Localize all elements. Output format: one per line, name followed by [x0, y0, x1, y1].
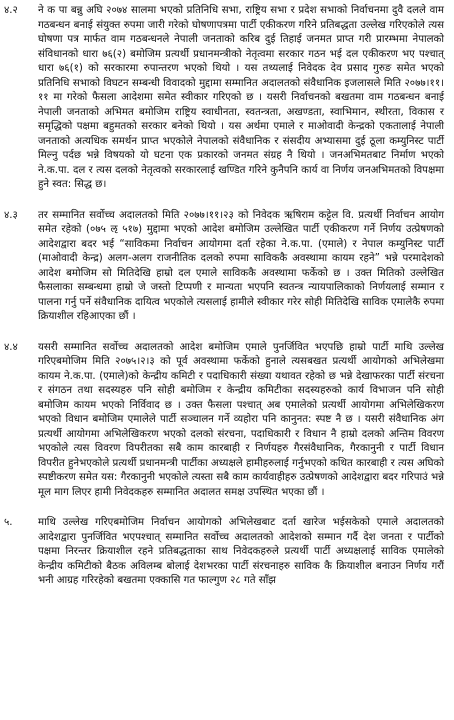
paragraph-4-2: [2, 4, 444, 193]
paragraph-number: ५.: [4, 517, 13, 528]
paragraph-text: यसरी सम्मानित सर्वोच्च अदालतको आदेश बमोजिम एमाले पुनर्जिवित भएपछि हाम्रो पार्टी माथि उल्लेख गरिएबमोजिम मिति २०७५।२।३ को पूर्व अवस्थामा फर्केको हुनाले त्यसबखत प्रत्यर्थी आयोगको अभिलेखमा कायम ने.क.पा. (एमाले)को केन्द्रीय कमिटी र पदाधिकारी संख्या यथावत रहेको छ भन्ने देखाफरका पार्टी संरचना र संगठन तथा सदस्यहरु पनि सोही बमोजिम र केन्द्रीय कमिटीका सदस्यहरुको कार्य विभाजन पनि सोही बमोजिम कायम भएको निर्विवाद छ । उक्त फैसला पश्चात् अब एमालेको प्रत्यर्थी आयोगमा अभिलेखिकरण भएको विधान बमोजिम एमालेले पार्टी सञ्चालन गर्ने व्यहोरा पनि कानुनत: स्पष्ट नै छ । यसरी संवैधानिक अंग प्रत्यर्थी आयोगमा अभिलेखिकरण भएको दलको संरचना, पदाधिकारी र विधान नै हाम्रो दलको अन्तिम विवरण भएकोले त्यस विवरण विपरीतका सबै काम कारबाही र निर्णयहरु गैरसंवैधानिक, गैरकानुनी र पार्टी विधान विपरीत हुनेभएकोले प्रत्यर्थी प्रधानमन्त्री पार्टीका अध्यक्षले हामीहरुलाई गर्नुभएको कथित कारबाही र त्यस अघिको स्पष्टीकरण समेत यस: गैरकानुनी भएकोले त्यस्ता सबै काम कार्यवाहीहरु उत्प्रेषणको आदेशद्वारा बदर गरिपाउं भन्ने मूल माग लिएर हामी निवेदकहरु सम्मानित अदालत समक्ष उपस्थित भएका छौं ।: [38, 341, 444, 498]
paragraph-text: ने क पा बन्नु अघि २०७४ सालमा भएको प्रतिनिधि सभा, राष्ट्रिय सभा र प्रदेश सभाको निर्वाचनमा दुवै दलले वाम गठबन्धन बनाई संयुक्त रुपमा जारी गरेको घोषणापत्रमा पार्टी एकीकरण गरिने प्रतिबद्धता उल्लेख गरिएकोले त्यस घोषणा पत्र मार्फत वाम गठबन्धनले नेपाली जनताको करिब दुई तिहाई जनमत प्राप्त गरी प्रारम्भमा नेपालको संविधानको धारा ७६(२) बमोजिम प्रत्यर्थी प्रधानमन्त्रीको नेतृत्वमा सरकार गठन भई दल एकीकरण भए पश्चात् धारा ७६(१) को सरकारमा रुपान्तरण भएको थियो । यस तथ्यलाई निवेदक देव प्रसाद गुरुङ समेत भएको प्रतिनिधि सभाको विघटन सम्बन्धी विवादको मुद्दामा सम्मानित अदालतको संवैधानिक इजलासले मिति २०७७।११।११ मा गरेको फैसला आदेशमा समेत स्वीकार गरिएको छ । यसरी निर्वाचनको बखतमा वाम गठबन्धन बनाई नेपाली जनताको अभिमत बमोजिम राष्ट्रिय स्वाधीनता, स्वतन्त्रता, अखण्डता, स्वाभिमान, स्थीरता, विकास र समृद्धिको पक्षमा बहुमतको सरकार बनेको थियो । यस अर्थमा एमाले र माओवादी केन्द्रको एकतालाई नेपाली जनताको अत्यधिक समर्थन प्राप्त भएकोले नेपालको संवैधानिक र संसदीय अभ्यासमा दुई ठूला कम्युनिस्ट पार्टी मिल्नु पर्दछ भन्ने विषयको यो घटना एक प्रकारको जनमत संग्रह नै थियो । जनअभिमतबाट निर्माण भएको ने.क.पा. दल र त्यस दलको नेतृत्वको सरकारलाई खण्डित गरिने कुनैपनि कार्य वा निर्णय जनअभिमतको विपक्षमा हुने स्वत: सिद्ध छ।: [38, 5, 444, 190]
paragraph-number: ४.२: [4, 5, 18, 16]
paragraph-text: माथि उल्लेख गरिएबमोजिम निर्वाचन आयोगको अभिलेखबाट दर्ता खारेज भईसकेको एमाले अदालतको आदेशद्वारा पुनर्जिवित भएपश्चात् सम्मानित सर्वोच्च अदालतको आदेशको सम्मान गर्दै देश जनता र पार्टीको पक्षमा निरन्तर क्रियाशील रहने प्रतिबद्धताका साथ निवेदकहरुले प्रत्यर्थी पार्टी अध्यक्षलाई साविक एमालेको केन्द्रीय कमिटीको बैठक अविलम्ब बोलाई देशभरका पार्टी संरचनाहरु साविक कै क्रियाशील बनाउन निर्णय गरौं भनी आग्रह गरिरहेको बखतमा एक्कासि गत फाल्गुण २८ गते साँझ: [38, 517, 444, 586]
paragraph-number: ४.३: [4, 209, 18, 221]
paragraph-text: तर सम्मानित सर्वोच्च अदालतको मिति २०७७।११।२३ को निवेदक ऋषिराम कट्टेल वि. प्रत्यर्थी निर्वाचन आयोग समेत रहेको (०७५ ऌ ५१७) मुद्दामा भएको आदेश बमोजिम उल्लेखित पार्टी एकीकरण गर्ने निर्णय उत्प्रेषणको आदेशद्वारा बदर भई “साविकमा निर्वाचन आयोगमा दर्ता रहेका ने.क.पा. (एमाले) र नेपाल कम्युनिस्ट पार्टी (माओवादी केन्द्र) अलग-अलग राजनीतिक दलको रुपमा साविककै अवस्थामा कायम रहने” भन्ने परमादेशको आदेश बमोजिम सो मितिदेखि हाम्रो दल एमाले साविककै अवस्थामा फर्केको छ । उक्त मितिको उल्लेखित फैसलाका सम्बन्धमा हाम्रो जे जस्तो टिप्पणी र मान्यता भएपनि स्वतन्त्र न्यायपालिकाको निर्णयलाई सम्मान र पालना गर्नु पर्ने संवैधानिक दायित्व भएकोले त्यसलाई हामीले स्वीकार गरेर सोही मितिदेखि साविक एमालेकै रुपमा क्रियाशील रहिआएका छौं ।: [38, 209, 444, 322]
paragraph-number: ४.४: [4, 341, 18, 353]
paragraph-4-4: [2, 341, 444, 501]
paragraph-4-3: [2, 209, 444, 325]
paragraph-5: [2, 516, 444, 589]
